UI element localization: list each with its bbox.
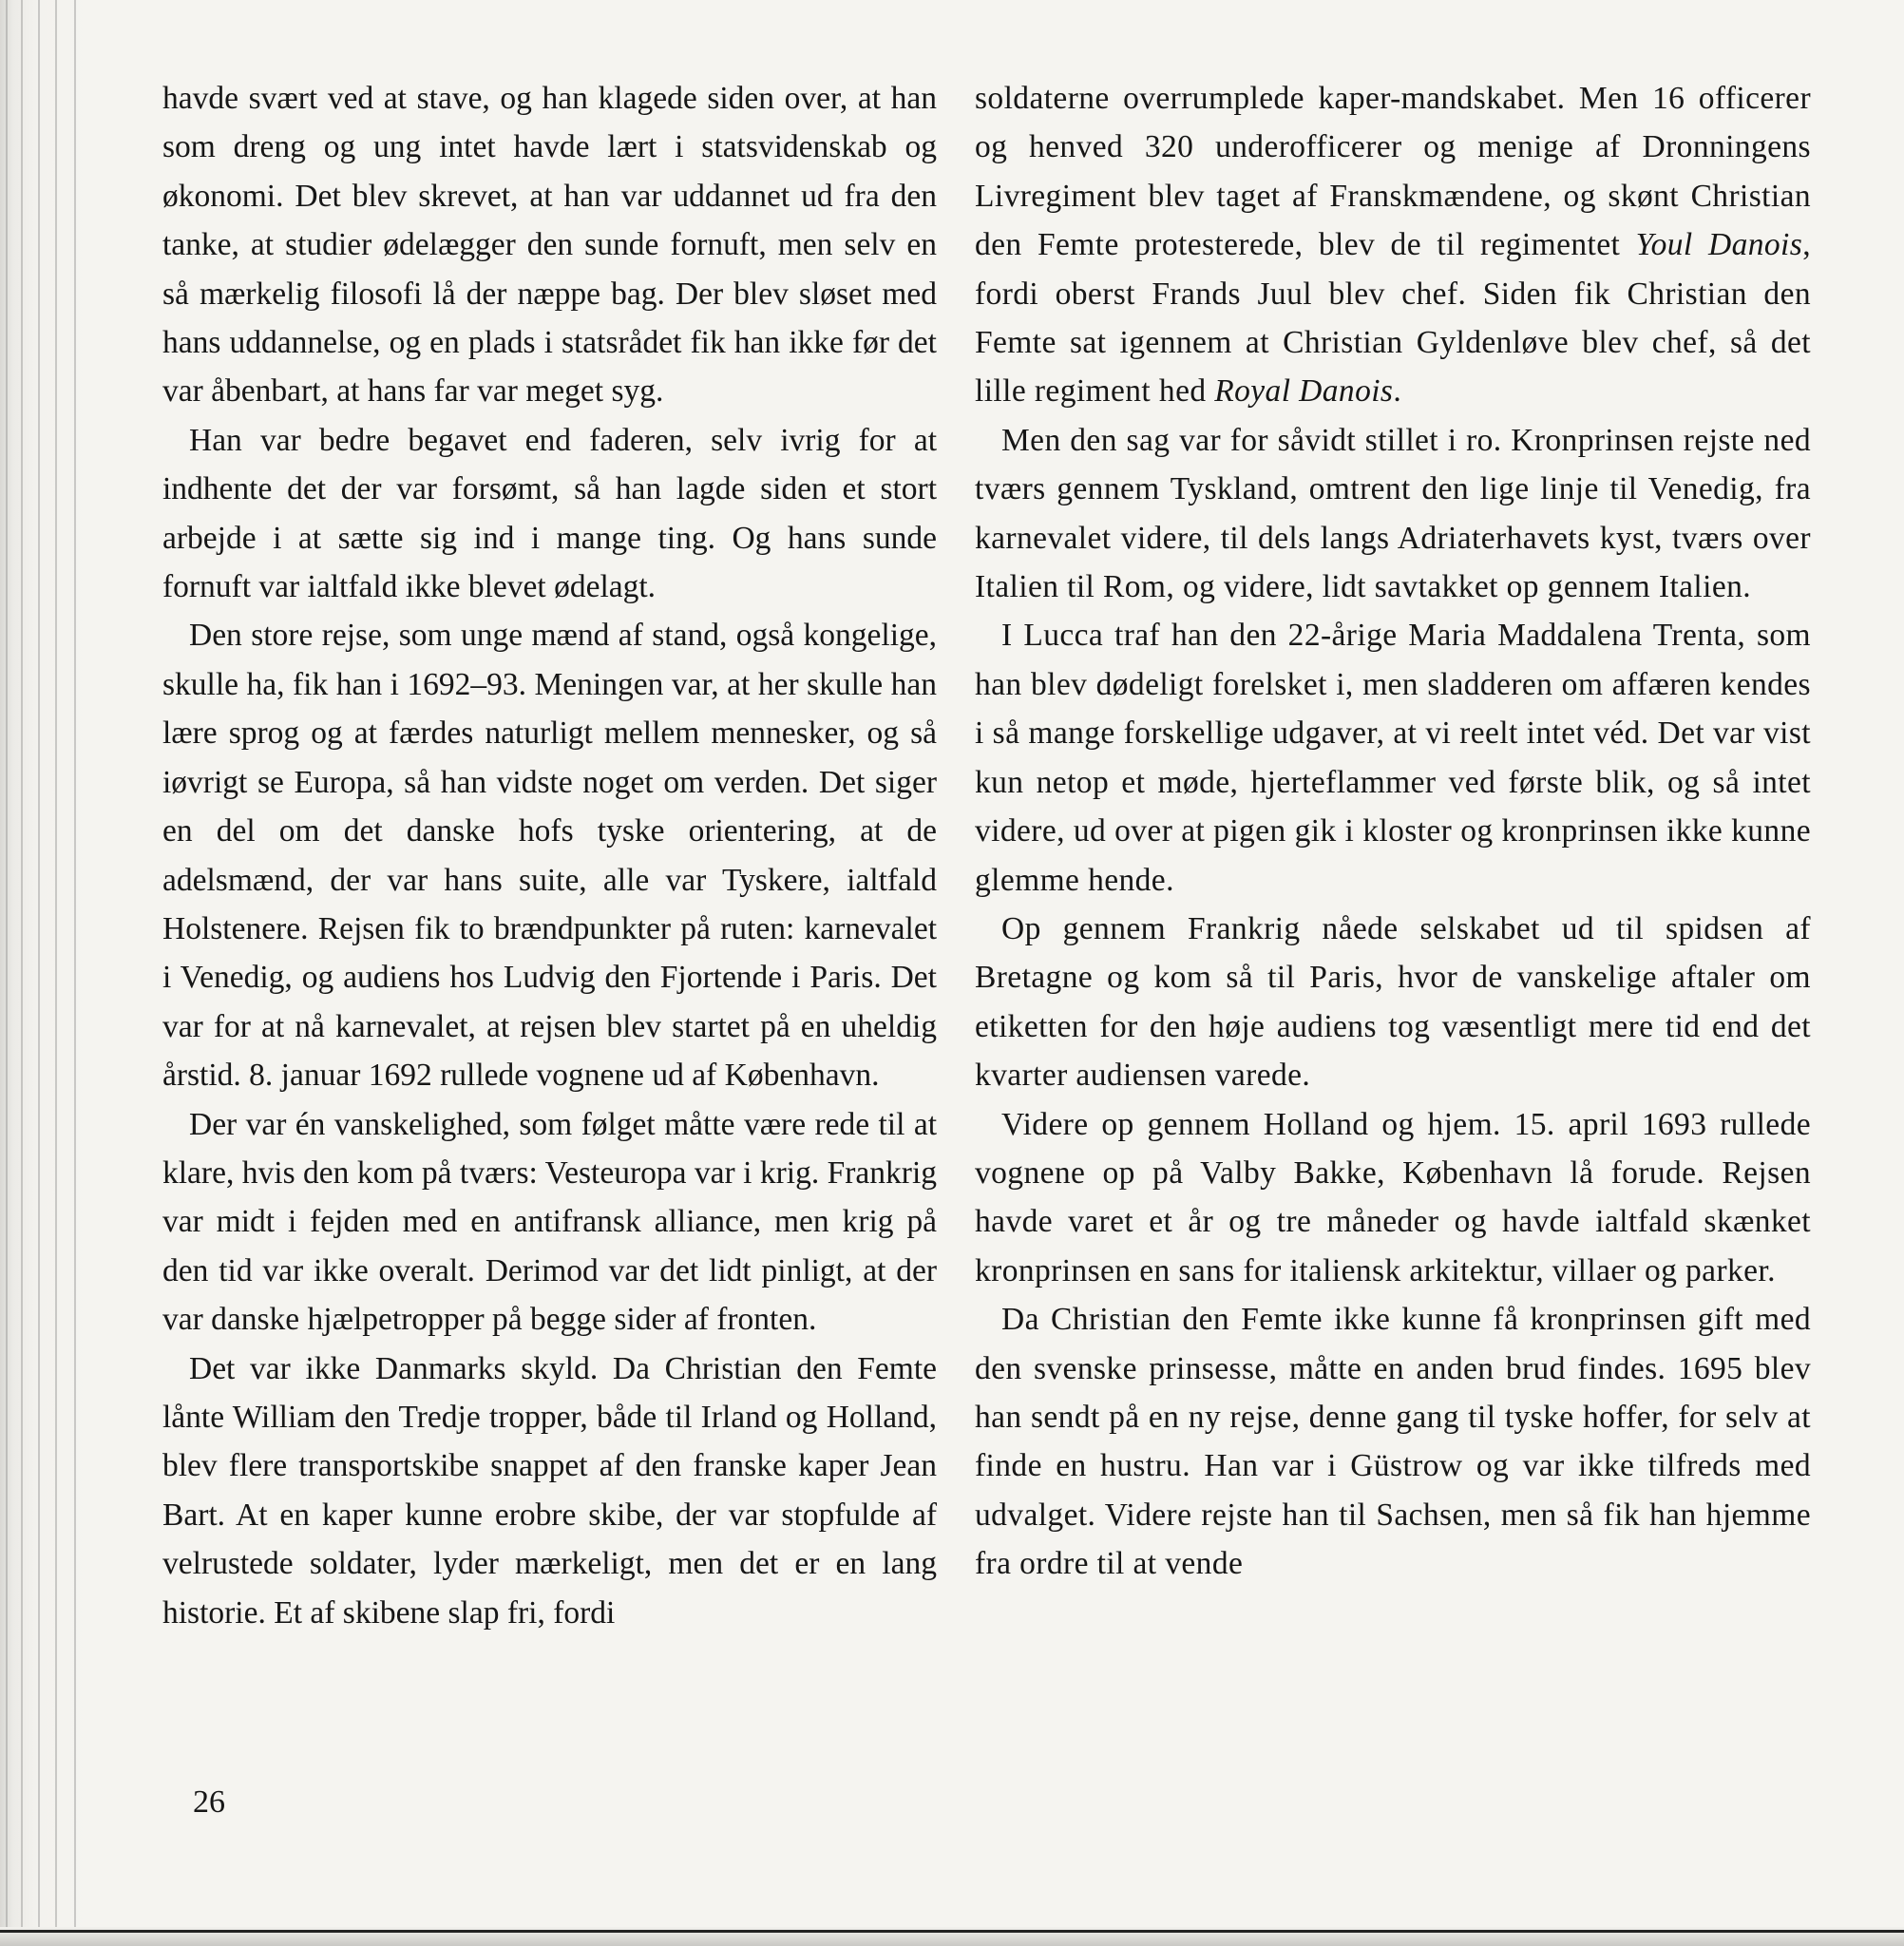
paragraph: Videre op gennem Holland og hjem. 15. april 1693 rullede vognene op på Valby Bakke, København lå forude. Rejsen havde varet et år og tre måneder og havde ialtfald skænket kronprinsen en sans for italiensk arkitektur, villaer og parker. — [975, 1106, 1811, 1288]
paragraph: Den store rejse, som unge mænd af stand, også kongelige, skulle ha, fik han i 1692–93. Meningen var, at her skulle han lære sprog og at færdes naturligt mellem mennesker, og så iøvrigt se Europa, så han vidste noget om verden. Det siger en del om det danske hofs tyske orientering, at de adelsmænd, der var hans suite, alle var Tyskere, ialtfald Holstenere. Rejsen fik to brændpunkter på ruten: karnevalet i Venedig, og audiens hos Ludvig den Fjortende i Paris. Det var for at nå karnevalet, at rejsen blev startet på en uheldig årstid. 8. januar 1692 rullede vognene ud af København. — [162, 618, 937, 1094]
paragraph-text: . — [1393, 373, 1402, 410]
paragraph-text: , fordi oberst Frands Juul blev chef. Siden fik Christian den Femte sat igennem at Christian Gyldenløve blev chef, så det lille regiment hed — [975, 227, 1811, 410]
paragraph: Da Christian den Femte ikke kunne få kronprinsen gift med den svenske prinsesse, måtte en anden brud findes. 1695 blev han sendt på en ny rejse, denne gang til tyske hoffer, for selv at finde en hustru. Han var i Güstrow og var ikke tilfreds med udvalget. Videre rejste han til Sachsen, men så fik han hjemme fra ordre til at vende — [975, 1302, 1811, 1582]
paragraph-text: soldaterne overrumplede kaper-mandskabet. Men 16 officerer og henved 320 underofficerer og menige af Dronningens Livregiment blev taget af Franskmændene, og skønt Christian den Femte protesterede, blev de til regimentet — [975, 81, 1811, 263]
paragraph: havde svært ved at stave, og han klagede siden over, at han som dreng og ung intet havde lært i statsvidenskab og økonomi. Det blev skrevet, at han var uddannet ud fra den tanke, at studier ødelægger den sunde fornuft, men selv en så mærkelig filosofi lå der næppe bag. Der blev sløset med hans uddannelse, og en plads i statsrådet fik han ikke før det var åbenbart, at hans far var meget syg. — [162, 81, 937, 410]
gutter-line — [6, 0, 8, 1946]
page-number: 26 — [193, 1784, 225, 1820]
paragraph: Men den sag var for såvidt stillet i ro. Kronprinsen rejste ned tværs gennem Tyskland, omtrent den lige linje til Venedig, fra karnevalet videre, til dels langs Adriaterhavets kyst, tværs over Italien til Rom, og videre, lidt savtakket op gennem Italien. — [975, 422, 1811, 605]
regiment-name: Royal Danois — [1214, 373, 1394, 410]
paragraph: Han var bedre begavet end faderen, selv ivrig for at indhente det der var forsømt, så han lagde siden et stort arbejde i at sætte sig ind i mange ting. Og hans sunde fornuft var ialtfald ikke blevet ødelagt. — [162, 422, 937, 605]
gutter-line — [21, 0, 23, 1946]
gutter-line — [74, 0, 76, 1946]
paragraph — [975, 74, 1811, 416]
gutter-line — [38, 0, 40, 1946]
left-text-column — [162, 74, 937, 1637]
gutter-line — [55, 0, 57, 1946]
paragraph: I Lucca traf han den 22-årige Maria Maddalena Trenta, som han blev dødeligt forelsket i, men sladderen om affæren kendes i så mange forskellige udgaver, at vi reelt intet véd. Det var vist kun netop et møde, hjerteflammer ved første blik, og så intet videre, ud over at pigen gik i kloster og kronprinsen ikke kunne glemme hende. — [975, 618, 1811, 898]
right-text-column — [975, 74, 1811, 1589]
book-gutter-shadow — [0, 0, 90, 1946]
paragraph: Op gennem Frankrig nåede selskabet ud til spidsen af Bretagne og kom så til Paris, hvor de vanskelige aftaler om etiketten for den høje audiens tog væsentligt mere tid end det kvarter audiensen varede. — [975, 910, 1811, 1094]
page-bottom-line — [0, 1930, 1904, 1933]
regiment-name: Youl Danois — [1635, 227, 1803, 263]
paragraph: Der var én vanskelighed, som følget måtte være rede til at klare, hvis den kom på tværs: Vesteuropa var i krig. Frankrig var midt i fejden med en antifransk alliance, men krig på den tid var ikke overalt. Derimod var det lidt pinligt, at der var danske hjælpetropper på begge sider af fronten. — [162, 1106, 937, 1338]
paragraph: Det var ikke Danmarks skyld. Da Christian den Femte lånte William den Tredje tropper, både til Irland og Holland, blev flere transportskibe snappet af den franske kaper Jean Bart. At en kaper kunne erobre skibe, der var stopfulde af velrustede soldater, lyder mærkeligt, men det er en lang historie. Et af skibene slap fri, fordi — [162, 1350, 937, 1631]
